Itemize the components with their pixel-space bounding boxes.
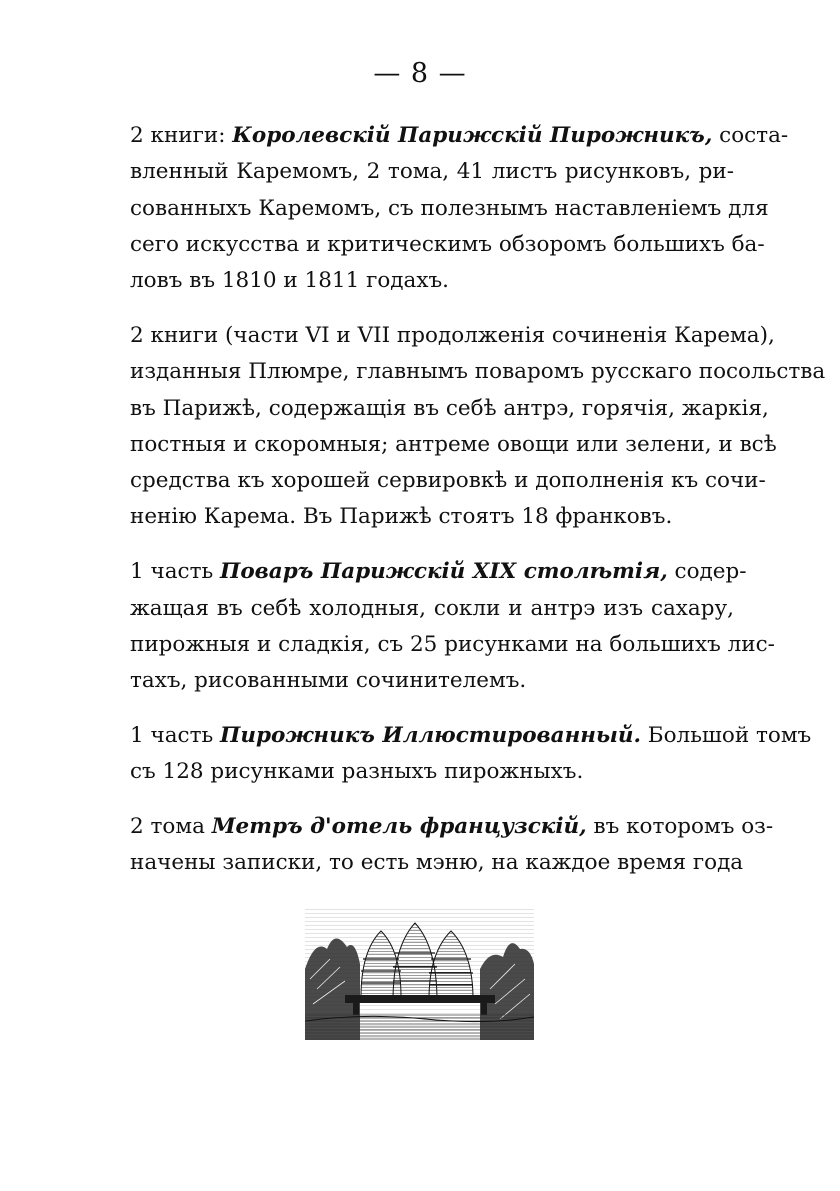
book-title: Королевскій Парижскій Пирожникъ, <box>232 123 713 148</box>
paragraph-careme-continuation <box>130 318 826 536</box>
text-line <box>130 627 775 663</box>
text-segment: 1 часть <box>130 722 221 748</box>
book-title: Метръ д'отель французскій, <box>211 814 587 840</box>
page-number: — 8 — <box>373 58 467 89</box>
text-segment: постныя и скоромныя; антреме овощи или зелени, и всѣ <box>130 431 777 457</box>
text-segment: сего искусства и критическимъ обзоромъ большихъ ба- <box>130 231 765 257</box>
page-body <box>130 118 826 900</box>
text-line <box>130 118 789 154</box>
text-segment: содер- <box>667 559 747 585</box>
text-segment: начены записки, то есть мэню, на каждое время года <box>130 850 744 876</box>
text-line <box>130 263 734 299</box>
text-line <box>130 227 765 263</box>
text-line <box>130 554 747 590</box>
text-line <box>130 845 744 881</box>
text-segment: съ 128 рисунками разныхъ пирожныхъ. <box>130 759 584 785</box>
text-line <box>130 809 774 845</box>
text-segment: вленный Каремомъ, 2 тома, 41 листъ рисунковъ, ри- <box>130 159 734 185</box>
text-line <box>130 499 734 535</box>
text-segment: соста- <box>712 123 789 148</box>
text-segment: жащая въ себѣ холодныя, сокли и антрэ изъ сахару, <box>130 595 734 621</box>
text-segment: средства къ хорошей сервировкѣ и дополненія къ сочи- <box>130 468 766 494</box>
text-line <box>130 591 734 627</box>
text-line <box>130 754 734 790</box>
text-segment: сованныхъ Каремомъ, съ полезнымъ наставленіемъ для <box>130 195 769 221</box>
text-line <box>130 718 812 754</box>
text-line <box>130 154 734 190</box>
book-title: Поваръ Парижскій XIX столѣтія, <box>220 559 668 585</box>
paragraph-maitre-dhotel <box>130 809 774 882</box>
text-segment: 2 книги: <box>130 123 233 148</box>
paragraph-parisian-cook <box>130 554 775 699</box>
text-line <box>130 463 766 499</box>
text-segment: тахъ, рисованными сочинителемъ. <box>130 668 527 694</box>
text-line <box>130 191 769 227</box>
text-segment: въ которомъ оз- <box>586 814 774 840</box>
text-segment: 1 часть <box>130 559 221 585</box>
beehives-engraving-icon <box>305 909 534 1040</box>
text-segment: ловъ въ 1810 и 1811 годахъ. <box>130 268 450 294</box>
text-segment: 2 тома <box>130 814 212 840</box>
text-line <box>130 427 777 463</box>
paragraph-illustrated-pastry <box>130 718 812 791</box>
text-segment: въ Парижѣ, содержащія въ себѣ антрэ, горячія, жаркія, <box>130 395 769 421</box>
text-segment: 2 книги (части VI и VII продолженія сочиненія Карема), <box>130 322 775 348</box>
paragraph-careme-royal-pastry <box>130 118 789 299</box>
text-segment: ненію Карема. Въ Парижѣ стоятъ 18 франковъ. <box>130 504 673 530</box>
text-line <box>130 391 769 427</box>
text-segment: Большой томъ <box>640 722 812 748</box>
text-segment: изданныя Плюмре, главнымъ поваромъ русскаго посольства <box>130 359 826 385</box>
text-segment: пирожныя и сладкія, съ 25 рисунками на большихъ лис- <box>130 631 775 657</box>
text-line <box>130 354 826 390</box>
book-title: Пирожникъ Иллюстированный. <box>220 722 641 748</box>
text-line <box>130 318 775 354</box>
text-line <box>130 663 734 699</box>
